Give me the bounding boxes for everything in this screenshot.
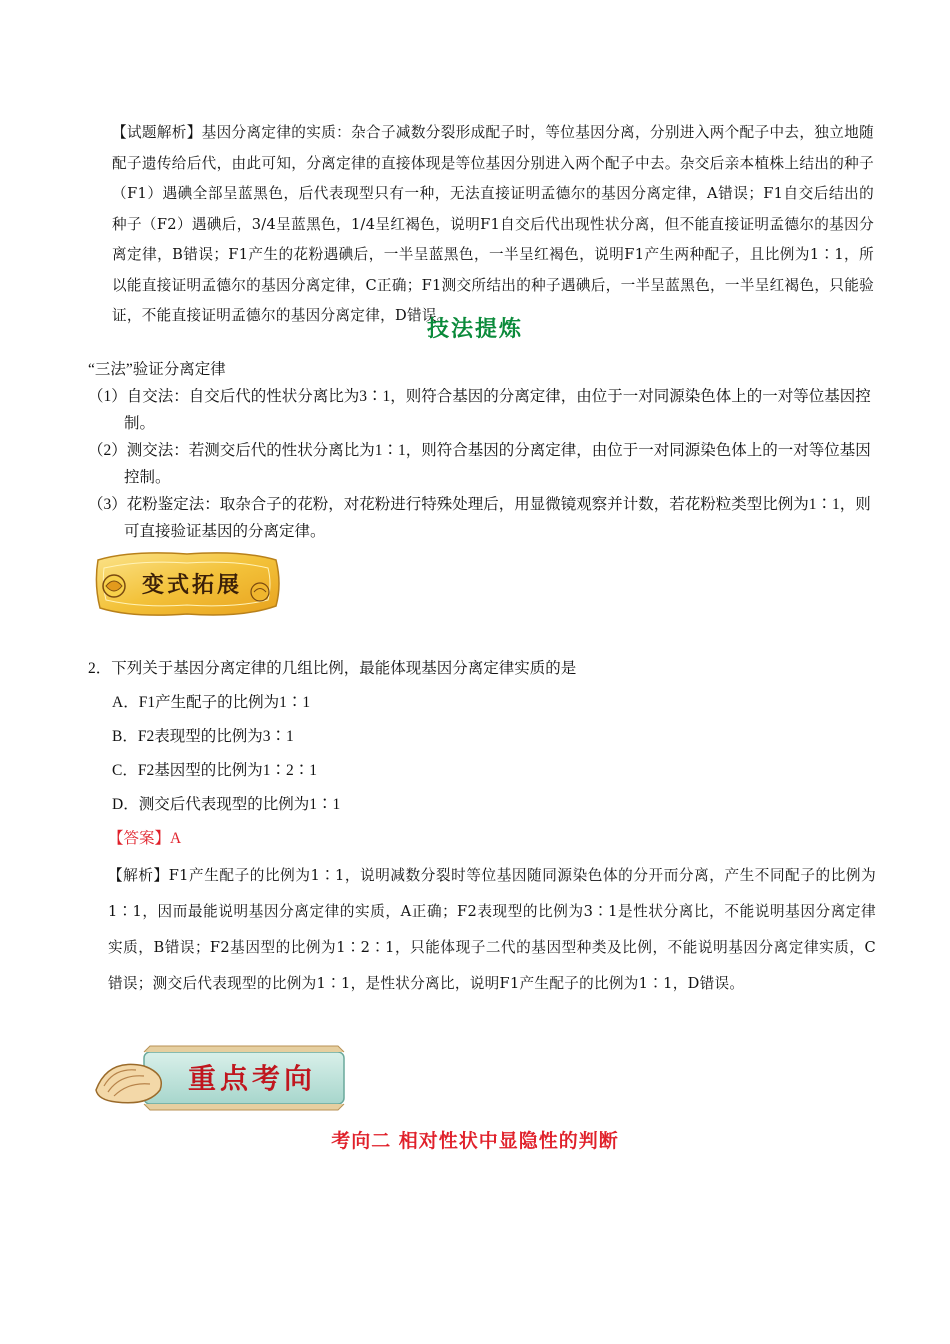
question-stem: 2．下列关于基因分离定律的几组比例，最能体现基因分离定律实质的是 (88, 660, 577, 677)
svg-text:重点考向: 重点考向 (187, 1062, 317, 1095)
question-block (88, 656, 876, 818)
option-a: A．F1产生配子的比例为1∶1 (112, 694, 311, 711)
method-item-pollen: （3）花粉鉴定法：取杂合子的花粉，对花粉进行特殊处理后，用显微镜观察并计数，若花粉粒类型比例为1∶1，则可直接验证基因的分离定律。 (88, 496, 871, 540)
answer-line: 【答案】A (108, 830, 182, 847)
explanation-paragraph (108, 858, 876, 1002)
methods-block (88, 356, 876, 545)
option-d: D．测交后代表现型的比例为1∶1 (112, 796, 341, 813)
analysis-paragraph (112, 118, 874, 332)
method-item-test-cross: （2）测交法：若测交后代的性状分离比为1∶1，则符合基因的分离定律，由位于一对同源染色体上的一对等位基因控制。 (88, 442, 871, 486)
option-b: B．F2表现型的比例为3∶1 (112, 728, 294, 745)
methods-intro: “三法”验证分离定律 (88, 361, 226, 378)
svg-text:变式拓展: 变式拓展 (141, 573, 243, 598)
analysis-text: 基因分离定律的实质：杂合子减数分裂形成配子时，等位基因分离，分别进入两个配子中去，独立地随配子遗传给后代，由此可知，分离定律的直接体现是等位基因分别进入两个配子中去。杂交后亲本植株上结出的种子（F1）遇碘全部呈蓝黑色，后代表现型只有一种，无法直接证明孟德尔的基因分离定律，A错误；F1自交后结出的种子（F2）遇碘后，3/4呈蓝黑色，1/4呈红褐色，说明F1自交后代出现性状分离，但不能直接证明孟德尔的基因分离定律，B错误；F1产生的花粉遇碘后，一半呈蓝黑色，一半呈红褐色，说明F1产生两种配子，且比例为1∶1，所以能直接证明孟德尔的基因分离定律，C正确；F1测交所结出的种子遇碘后，一半呈蓝黑色，一半呈红褐色，只能验证，不能直接证明孟德尔的基因分离定律，D错误。 (112, 124, 874, 324)
explanation-text: F1产生配子的比例为1∶1，说明减数分裂时等位基因随同源染色体的分开而分离，产生不同配子的比例为1∶1，因而最能说明基因分离定律的实质，A正确；F2表现型的比例为3∶1是性状分离比，不能说明基因分离定律实质，B错误；F2基因型的比例为1∶2∶1，只能体现子二代的基因型种类及比例，不能说明基因分离定律实质，C错误；测交后代表现型的比例为1∶1，是性状分离比，说明F1产生配子的比例为1∶1，D错误。 (108, 867, 876, 992)
section-title: 技法提炼 (426, 317, 523, 342)
analysis-label: 【试题解析】 (112, 124, 202, 141)
focus-badge-image (90, 1044, 348, 1112)
explanation-label: 【解析】 (108, 867, 169, 884)
method-item-self-cross: （1）自交法：自交后代的性状分离比为3∶1，则符合基因的分离定律，由位于一对同源染色体上的一对等位基因控制。 (88, 388, 871, 432)
option-c: C．F2基因型的比例为1∶2∶1 (112, 762, 317, 779)
subsection-title: 考向二 相对性状中显隐性的判断 (331, 1130, 619, 1152)
variant-badge-image (92, 548, 282, 620)
